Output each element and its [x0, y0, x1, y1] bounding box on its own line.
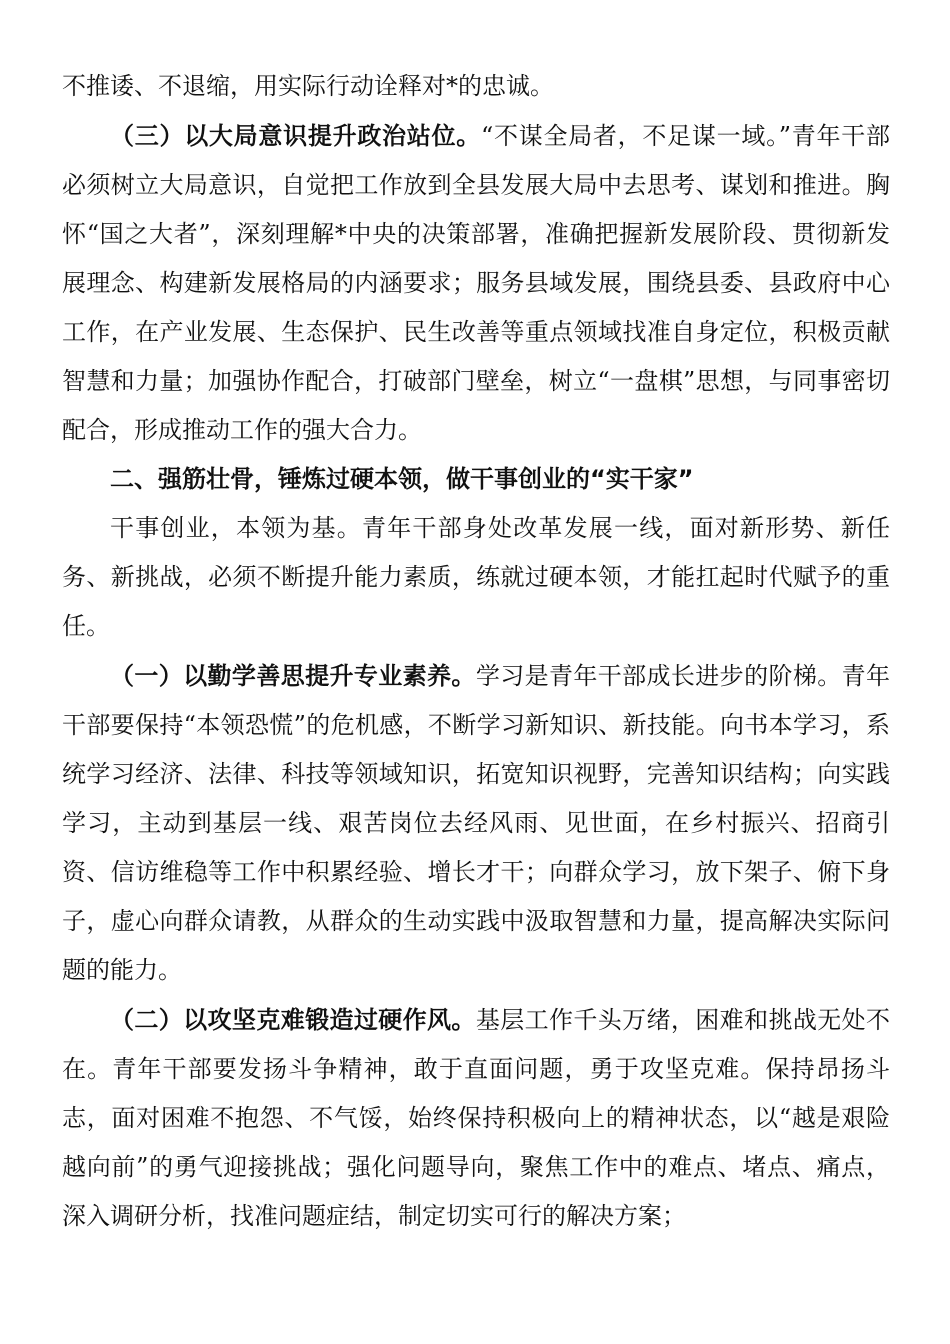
- paragraph-lead-heading: （二）以攻坚克难锻造过硬作风。: [110, 1005, 476, 1034]
- section-heading-text: 二、强筋壮骨，锤炼过硬本领，做干事创业的“实干家”: [110, 465, 694, 493]
- paragraph-section-1: [62, 651, 890, 995]
- paragraph-text: 基层工作千头万绪，困难和挑战无处不在。青年干部要发扬斗争精神，敢于直面问题，勇于攻坚克难。保持昂扬斗志，面对困难不抱怨、不气馁，始终保持积极向上的精神状态，以“越是艰险越向前”的勇气迎接挑战；强化问题导向，聚焦工作中的难点、堵点、痛点，深入调研分析，找准问题症结，制定切实可行的解决方案；: [62, 1006, 891, 1230]
- paragraph-section-2: [62, 995, 890, 1241]
- paragraph-lead-heading: （三）以大局意识提升政治站位。: [110, 121, 481, 150]
- paragraph-intro: [62, 504, 890, 651]
- paragraph-text: 不推诿、不退缩，用实际行动诠释对*的忠诚。: [62, 72, 554, 100]
- paragraph-section-3: [62, 111, 890, 455]
- section-heading: [62, 455, 890, 504]
- paragraph-continuation: [62, 62, 890, 111]
- document-body: [62, 62, 890, 1241]
- paragraph-text: “不谋全局者，不足谋一域。”青年干部必须树立大局意识，自觉把工作放到全县发展大局中去思考、谋划和推进。胸怀“国之大者”，深刻理解*中央的决策部署，准确把握新发展阶段、贯彻新发展理念、构建新发展格局的内涵要求；服务县域发展，围绕县委、县政府中心工作，在产业发展、生态保护、民生改善等重点领域找准自身定位，积极贡献智慧和力量；加强协作配合，打破部门壁垒，树立“一盘棋”思想，与同事密切配合，形成推动工作的强大合力。: [62, 122, 890, 444]
- paragraph-text: 学习是青年干部成长进步的阶梯。青年干部要保持“本领恐慌”的危机感，不断学习新知识、新技能。向书本学习，系统学习经济、法律、科技等领域知识，拓宽知识视野，完善知识结构；向实践学习，主动到基层一线、艰苦岗位去经风雨、见世面，在乡村振兴、招商引资、信访维稳等工作中积累经验、增长才干；向群众学习，放下架子、俯下身子，虚心向群众请教，从群众的生动实践中汲取智慧和力量，提高解决实际问题的能力。: [62, 662, 891, 984]
- paragraph-text: 干事创业，本领为基。青年干部身处改革发展一线，面对新形势、新任务、新挑战，必须不断提升能力素质，练就过硬本领，才能扛起时代赋予的重任。: [62, 514, 890, 640]
- paragraph-lead-heading: （一）以勤学善思提升专业素养。: [110, 661, 476, 690]
